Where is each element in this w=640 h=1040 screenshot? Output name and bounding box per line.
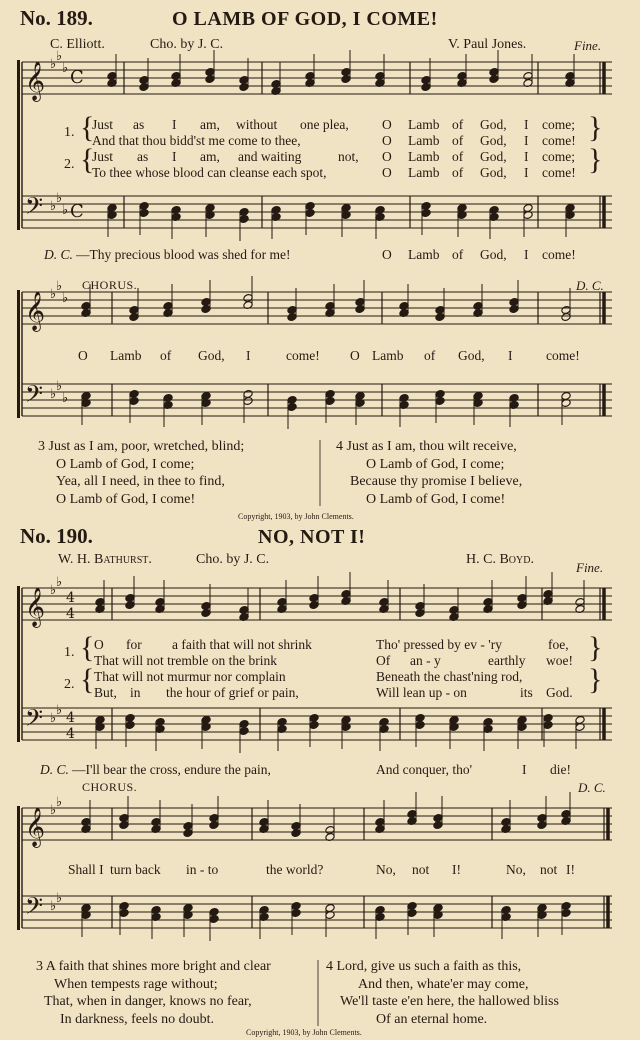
lyric-word: as — [133, 117, 145, 132]
verse-line: 4 Just as I am, thou wilt receive, — [336, 439, 517, 454]
chorus-word: God, — [198, 348, 225, 363]
lyric-phrase: the hour of grief or pain, — [166, 685, 299, 700]
verse-line: 3 Just as I am, poor, wretched, blind; — [38, 439, 245, 454]
chorus-word: come! — [286, 348, 320, 363]
chorus-word: not — [412, 862, 430, 877]
lyric-word: of — [452, 149, 464, 164]
verse-brace-right: } — [588, 631, 603, 664]
verse-line: Yea, all I need, in thee to find, — [56, 474, 225, 489]
chorus-word: No, — [506, 862, 526, 877]
chorus-word: in - to — [186, 862, 219, 877]
flat-sign: ♭ — [56, 279, 63, 294]
lyric-phrase: To thee whose blood can cleanse each spot, — [92, 165, 327, 180]
treble-clef: 𝄞 — [25, 291, 46, 331]
lyric-word: of — [452, 165, 464, 180]
lyric-word: Of — [376, 653, 391, 668]
chorus-word: the world? — [266, 862, 324, 877]
system-brace — [17, 586, 20, 742]
words-credit: C. Elliott. — [50, 37, 105, 52]
lyric-word: for — [126, 637, 142, 652]
lyric-word: I — [172, 117, 177, 132]
verse-line: And then, whate'er may come, — [358, 976, 529, 992]
lyric-word: come! — [542, 165, 576, 180]
flat-sign: ♭ — [50, 199, 57, 214]
lyric-word: woe! — [546, 653, 573, 668]
lyric-word: die! — [550, 762, 571, 777]
lyric-word: not, — [338, 149, 359, 164]
flat-sign: ♭ — [56, 795, 63, 810]
lyric-word: O — [382, 133, 392, 148]
lyric-word: I — [524, 117, 529, 132]
verse-number: 1. — [64, 645, 75, 660]
chorus-word: O — [350, 348, 360, 363]
time-signature: 4 — [66, 606, 75, 622]
words-credit: W. H. Bathurst. — [58, 552, 152, 567]
lyric-word: in — [130, 685, 141, 700]
chorus-word: turn back — [110, 862, 161, 877]
lyric-word: I — [524, 165, 529, 180]
lyric-word: I — [172, 149, 177, 164]
flat-sign: ♭ — [56, 191, 63, 206]
lyric-word: one plea, — [300, 117, 349, 132]
lyric-word: its — [520, 685, 533, 700]
verse-brace: { — [80, 631, 95, 664]
lyric-phrase: a faith that will not shrink — [172, 637, 312, 652]
hymn-number: No. 189. — [20, 6, 93, 30]
system-brace — [17, 60, 20, 230]
flat-sign: ♭ — [56, 703, 63, 718]
lyric-word: O — [382, 247, 392, 262]
lyric-word: Lamb — [408, 149, 440, 164]
verse-brace-right: } — [588, 143, 603, 176]
lyric-word: as — [137, 149, 149, 164]
lyric-word: O — [382, 165, 392, 180]
verse-brace-right: } — [588, 111, 603, 144]
chorus-word: I! — [452, 862, 461, 877]
dc-label: D. C. — [44, 247, 73, 262]
chorus-credit: Cho. by J. C. — [196, 552, 270, 567]
lyric-word: am, — [200, 149, 220, 164]
verse-line: When tempests rage without; — [54, 976, 218, 992]
flat-sign: ♭ — [50, 387, 57, 402]
flat-sign: ♭ — [62, 61, 69, 76]
lyric-word: of — [452, 117, 464, 132]
chorus-dc: D. C. — [578, 780, 606, 795]
verse-line: O Lamb of God, I come; — [366, 456, 505, 472]
chorus-word: Lamb — [372, 348, 404, 363]
verse-line: That, when in danger, knows no fear, — [44, 994, 252, 1009]
lyric-word: come! — [542, 247, 576, 262]
chorus-word: Lamb — [110, 348, 142, 363]
chorus-word: of — [160, 348, 172, 363]
verse-line: O Lamb of God, I come! — [56, 491, 196, 507]
bass-clef: 𝄢 — [25, 380, 44, 413]
flat-sign: ♭ — [50, 57, 57, 72]
time-signature: C — [70, 201, 84, 222]
lyric-word: without — [236, 117, 278, 132]
lyric-word: am, — [200, 117, 220, 132]
flat-sign: ♭ — [50, 711, 57, 726]
verse-line: Because thy promise I believe, — [350, 474, 523, 489]
lyric-word: of — [452, 133, 464, 148]
hymn-title: O LAMB OF GOD, I COME! — [172, 8, 438, 30]
chorus-word: O — [78, 348, 88, 363]
lyric-phrase: Beneath the chast'ning rod, — [376, 669, 523, 684]
bass-clef: 𝄢 — [25, 704, 44, 737]
flat-sign: ♭ — [62, 203, 69, 218]
lyric-word: I — [522, 762, 527, 777]
lyric-word: and waiting — [238, 149, 302, 164]
lyric-word: God. — [546, 685, 573, 700]
system-brace — [17, 806, 20, 930]
verse-brace: { — [80, 143, 95, 176]
lyric-word: come! — [542, 133, 576, 148]
lyric-phrase: That will not tremble on the brink — [94, 653, 277, 668]
treble-clef: 𝄞 — [25, 61, 46, 101]
verse-line: O Lamb of God, I come; — [56, 456, 195, 472]
time-signature: 4 — [66, 710, 75, 726]
lyric-phrase: And that thou bidd'st me come to thee, — [92, 133, 301, 148]
flat-sign: ♭ — [56, 49, 63, 64]
lyric-word: I — [524, 247, 529, 262]
lyric-word: earthly — [488, 653, 526, 668]
chorus-word: come! — [546, 348, 580, 363]
copyright: Copyright, 1903, by John Clements. — [246, 1028, 362, 1037]
lyric-word: God, — [480, 117, 507, 132]
lyric-word: O — [382, 117, 392, 132]
chorus-dc: D. C. — [576, 278, 604, 293]
verse-line: 3 A faith that shines more bright and clear — [36, 959, 271, 974]
flat-sign: ♭ — [50, 287, 57, 302]
lyric-word: O — [382, 149, 392, 164]
lyric-word: God, — [480, 149, 507, 164]
verse-line: O Lamb of God, I come! — [366, 491, 506, 507]
lyric-word: Lamb — [408, 247, 440, 262]
flat-sign: ♭ — [56, 891, 63, 906]
chorus-label: CHORUS. — [82, 278, 138, 292]
system-brace — [17, 290, 20, 418]
treble-clef: 𝄞 — [25, 807, 46, 847]
lyric-word: Just — [92, 117, 114, 132]
lyric-word: God, — [480, 165, 507, 180]
lyric-phrase: Will lean up - on — [376, 685, 467, 700]
lyric-word: come; — [542, 117, 575, 132]
verse-number: 2. — [64, 677, 75, 692]
chorus-word: I! — [566, 862, 575, 877]
chorus-word: No, — [376, 862, 396, 877]
verse-brace: { — [80, 111, 95, 144]
bass-clef: 𝄢 — [25, 192, 44, 225]
verse-line: We'll taste e'en here, the hallowed bliss — [340, 994, 559, 1009]
treble-clef: 𝄞 — [25, 587, 46, 627]
lyric-word: Lamb — [408, 117, 440, 132]
lyric-word: I — [524, 133, 529, 148]
chorus-word: of — [424, 348, 436, 363]
lyric-phrase: That will not murmur nor complain — [94, 669, 286, 684]
chorus-word: I — [246, 348, 251, 363]
dc-text: —Thy precious blood was shed for me! — [76, 247, 291, 262]
fine-marker: Fine. — [574, 38, 602, 53]
lyric-word: But, — [94, 685, 117, 700]
flat-sign: ♭ — [50, 803, 57, 818]
music-credit: V. Paul Jones. — [448, 37, 527, 52]
lyric-word: foe, — [548, 637, 569, 652]
time-signature: C — [70, 67, 84, 88]
time-signature: 4 — [66, 726, 75, 742]
lyric-word: Lamb — [408, 165, 440, 180]
hymn-number: No. 190. — [20, 524, 93, 548]
lyric-word: of — [452, 247, 464, 262]
music-credit: H. C. Boyd. — [466, 552, 534, 567]
verse-number: 1. — [64, 125, 75, 140]
lyric-word: I — [524, 149, 529, 164]
chorus-credit: Cho. by J. C. — [150, 37, 224, 52]
fine-marker: Fine. — [576, 560, 604, 575]
verse-brace: { — [80, 663, 95, 696]
lyric-word: an - y — [410, 653, 441, 668]
flat-sign: ♭ — [50, 899, 57, 914]
chorus-word: Shall I — [68, 862, 104, 877]
verse-line: 4 Lord, give us such a faith as this, — [326, 959, 522, 974]
flat-sign: ♭ — [62, 391, 69, 406]
lyric-word: God, — [480, 247, 507, 262]
chorus-word: not — [540, 862, 558, 877]
verse-line: In darkness, feels no doubt. — [60, 1011, 214, 1027]
chorus-word: God, — [458, 348, 485, 363]
flat-sign: ♭ — [56, 575, 63, 590]
copyright: Copyright, 1903, by John Clements. — [238, 512, 354, 521]
lyric-word: come; — [542, 149, 575, 164]
lyric-word: God, — [480, 133, 507, 148]
chorus-word: I — [508, 348, 513, 363]
lyric-word: O — [94, 637, 104, 652]
flat-sign: ♭ — [62, 291, 69, 306]
verse-brace-right: } — [588, 663, 603, 696]
verse-line: Of an eternal home. — [376, 1011, 488, 1027]
chorus-label: CHORUS. — [82, 780, 138, 794]
time-signature: 4 — [66, 590, 75, 606]
flat-sign: ♭ — [56, 379, 63, 394]
verse-number: 2. — [64, 157, 75, 172]
flat-sign: ♭ — [50, 583, 57, 598]
lyric-phrase: And conquer, tho' — [376, 762, 472, 777]
lyric-word: Just — [92, 149, 114, 164]
dc-label: D. C. — [40, 762, 69, 777]
bass-clef: 𝄢 — [25, 892, 44, 925]
lyric-word: Lamb — [408, 133, 440, 148]
hymn-title: NO, NOT I! — [258, 526, 366, 548]
dc-text: —I'll bear the cross, endure the pain, — [72, 762, 271, 777]
lyric-phrase: Tho' pressed by ev - 'ry — [376, 637, 502, 652]
